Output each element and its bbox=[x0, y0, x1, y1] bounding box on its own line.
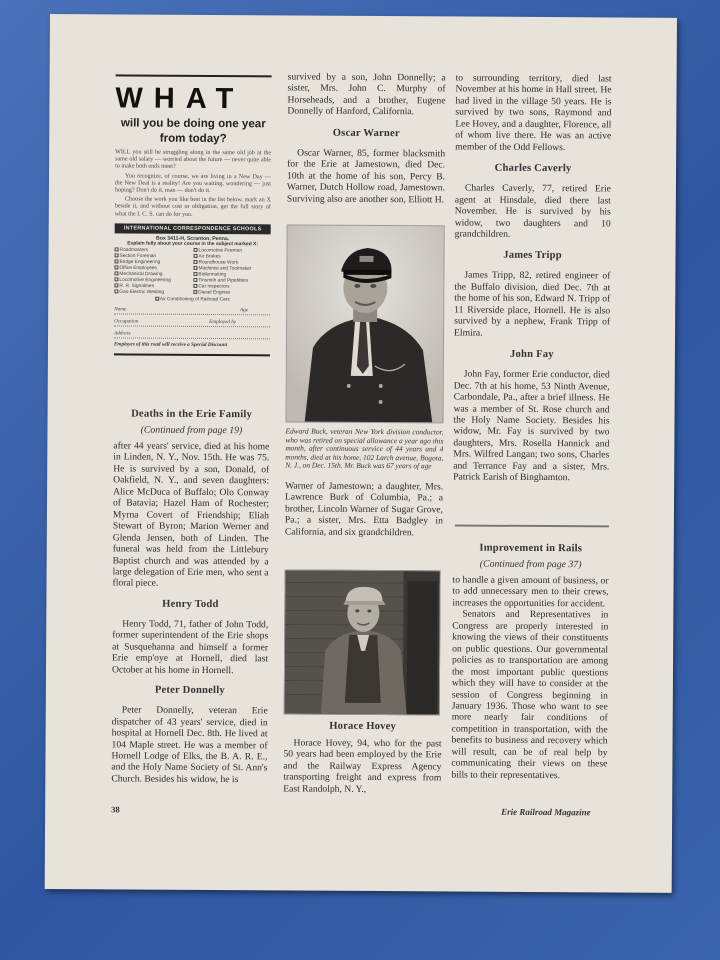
checkbox-icon bbox=[114, 290, 118, 294]
ics-advertisement bbox=[114, 74, 272, 356]
checkbox-icon bbox=[194, 254, 198, 258]
article-text: to handle a given amount of business, or to add unnecessary men to their crews, increases the opportunities for accident. bbox=[452, 574, 609, 610]
section-title: Deaths in the Erie Family bbox=[131, 408, 253, 421]
ad-address-field: Address bbox=[114, 330, 270, 339]
column-2-lower bbox=[283, 720, 441, 795]
checkbox-icon bbox=[193, 260, 197, 264]
ad-option: Boilermaking bbox=[193, 272, 270, 279]
checkbox-icon bbox=[155, 296, 159, 300]
ad-top-rule bbox=[116, 74, 272, 77]
article-text: Charles Caverly, 77, retired Erie agent at Hinsdale, died there last November. He is survived by his widow, two daughters and 10 grandchildren. bbox=[454, 182, 611, 240]
checkbox-icon bbox=[193, 284, 197, 288]
column-2 bbox=[287, 71, 446, 205]
photo-edward-buck bbox=[286, 224, 445, 423]
article-text: James Tripp, 82, retired engineer of the Buffalo division, died Dec. 7th at the home of his son, Edward N. Tripp of 11 Riverside place, Hornell. He is also survived by a nephew, Frank Tripp of Elmira. bbox=[454, 269, 611, 339]
photo-horace-hovey bbox=[284, 569, 441, 715]
page-number: 38 bbox=[111, 804, 120, 815]
checkbox-icon bbox=[114, 266, 118, 270]
ad-school-band: INTERNATIONAL CORRESPONDENCE SCHOOLS bbox=[115, 223, 271, 234]
ad-option: Mechanical Drawing bbox=[114, 272, 191, 279]
obituary-heading: Horace Hovey bbox=[329, 720, 397, 733]
continued-note: (Continued from page 37) bbox=[479, 558, 582, 571]
ad-option: R. R. Signalmen bbox=[114, 284, 191, 291]
obituary-heading: Charles Caverly bbox=[494, 162, 572, 175]
ad-occupation-field: Occupation Employed by bbox=[114, 318, 270, 327]
ad-option: Office Employees bbox=[114, 266, 191, 273]
ad-option: Air Brakes bbox=[194, 254, 271, 261]
obituary-heading: Oscar Warner bbox=[332, 127, 400, 139]
ad-option: Car Inspectors bbox=[193, 284, 270, 291]
continued-note: (Continued from page 19) bbox=[140, 424, 243, 437]
article-text: after 44 years' service, died at his home in Linden, N. Y., Nov. 15th. He was 75. He is survived by a son, Donald, of Oakfield, N. Y., and seven daughters: Alice McDuca of Buffalo; Olo Conway of Batavia; Hazel Ham of Rochester; Myrna Covert of Friendship; Eliah Stewart of Byron; Marion Werner and Glenda Jensen, both of Linden. The funeral was held from the Littlebury Baptist church and was attended by a large delegation of Erie men, who sent a floral piece. bbox=[112, 440, 270, 590]
ad-headline: WHAT bbox=[115, 82, 245, 116]
ad-paragraph: Choose the work you like best in the list below, mark an X beside it, and without cost or obligation, get the full story of what the I. C. S. can do for you. bbox=[114, 196, 271, 218]
ad-name-field: Name Age bbox=[114, 306, 270, 315]
ad-option: Bridge Engineering bbox=[114, 259, 191, 266]
ad-instructions: Explain fully about your course in the subject marked X: bbox=[127, 241, 258, 248]
article-text: Henry Todd, 71, father of John Todd, former superintendent of the Erie shops at Susquehanna and himself a former Erie emp'oye at Hornell, died last October at his home in Hornell. bbox=[111, 618, 269, 676]
checkbox-icon bbox=[114, 272, 118, 276]
obituary-heading: John Fay bbox=[510, 348, 554, 361]
ad-option: Tinsmith and Pipefitters bbox=[193, 278, 270, 285]
article-text: Senators and Representatives in Congress are properly interested in knowing the views of their constituents on public questions. Our governmental policies as to transportation are among the most important public questions which they will have to consider at the session of Congress beginning in January 1936. Those who want to see more nearly fair conditions of competition in transportation, with the benefits to business and recovery which will result, can be of real help by communicating their views on these bills to their representatives. bbox=[451, 608, 609, 781]
ad-option: Gas-Electric Welding bbox=[114, 290, 191, 297]
portrait-illustration bbox=[287, 225, 445, 423]
article-text: to surrounding territory, died last November at his home in Hall street. He had lived in the village 50 years. He is survived by two sons, Raymond and Lee Hovey, and a daughter, Florence, all of whom live there. He was an active member of the Odd Fellows. bbox=[455, 72, 612, 153]
section-divider bbox=[455, 524, 609, 527]
ad-bottom-rule bbox=[114, 353, 270, 356]
article-text: Horace Hovey, 94, who for the past 50 years had been employed by the Erie and the Railway Express Agency transporting freight and express from East Randolph, N. Y., bbox=[283, 737, 442, 795]
ad-discount-note: Employes of this road will receive a Special Discount bbox=[113, 341, 228, 348]
checkbox-icon bbox=[193, 290, 197, 294]
column-1 bbox=[111, 408, 269, 785]
column-3-lower bbox=[451, 542, 608, 781]
ad-option: Roadmasters bbox=[115, 247, 192, 254]
ad-box-address: Box 3411-H, Scranton, Penna. bbox=[155, 235, 230, 242]
checkbox-icon bbox=[114, 259, 118, 263]
checkbox-icon bbox=[115, 247, 119, 251]
ad-option: Locomotive Engineering bbox=[114, 278, 191, 285]
checkbox-icon bbox=[193, 266, 197, 270]
ad-option: Locomotive Fireman bbox=[194, 248, 271, 255]
ad-course-options bbox=[114, 247, 270, 303]
article-text: Oscar Warner, 85, former blacksmith for the Erie at Jamestown, died Dec. 10th at the home of his son, Percy B. Warner, Dutch Hollow road, Jamestown. Surviving also are another son, Elliott H. bbox=[286, 147, 446, 206]
checkbox-icon bbox=[193, 272, 197, 276]
obituary-heading: Peter Donnelly bbox=[154, 684, 225, 697]
magazine-page bbox=[45, 14, 677, 893]
column-3 bbox=[453, 72, 612, 484]
checkbox-icon bbox=[114, 284, 118, 288]
checkbox-icon bbox=[193, 278, 197, 282]
ad-option: Machinist and Toolmaker bbox=[193, 266, 270, 273]
checkbox-icon bbox=[114, 278, 118, 282]
ad-option: Air Conditioning of Railroad Cars bbox=[114, 296, 270, 303]
magazine-name: Erie Railroad Magazine bbox=[501, 806, 591, 818]
obituary-heading: James Tripp bbox=[503, 250, 562, 262]
section-title: Improvement in Rails bbox=[479, 542, 583, 555]
ad-option: Section Foreman bbox=[115, 253, 192, 260]
portrait-illustration bbox=[285, 570, 441, 715]
ad-subhead: will you be doing one year from today? bbox=[120, 116, 266, 146]
ad-option: Roundhouse Work bbox=[193, 260, 270, 267]
photo-caption: Edward Buck, veteran New York division conductor, who was retired on special allowance a year ago this month, after continuous service of 44 years and 4 months, died at his home, 102 Larch avenue, Bogota, N. J., on Dec. 15th. Mr. Buck was 67 years of age bbox=[285, 426, 444, 471]
article-text: survived by a son, John Donnelly; a sister, Mrs. John C. Murphy of Horseheads, and a brother, Eugene Donnelly of Hanford, California. bbox=[287, 71, 446, 118]
ad-paragraph: WILL you still be struggling along in the same old job at the same old salary — worried about the future — never quite able to make both ends meet? bbox=[115, 149, 272, 171]
obituary-heading: Henry Todd bbox=[162, 598, 219, 610]
photo-caption-block bbox=[285, 427, 444, 538]
checkbox-icon bbox=[115, 253, 119, 257]
article-text: John Fay, former Erie conductor, died Dec. 7th at his home, 53 Ninth Avenue, Carbondale, Pa., after a brief illness. He was a member of St. Rose church and the Holy Name Society. Besides his widow, Mr. Fay is survived by two daughters, Mrs. Rosella Hannick and Mrs. Wilfred Langan; two sons, Charles and Terrance Fay and a sister, Mrs. Patrick Earish of Binghamton. bbox=[453, 368, 610, 484]
ad-paragraph: You recognize, of course, we are living in a New Day — the New Deal is a reality! Are you waiting, wondering — just hoping? Don't do it, man — don't do it. bbox=[114, 173, 272, 194]
article-text: Peter Donnelly, veteran Erie dispatcher of 43 years' service, died in hospital at Hornell Dec. 8th. He lived at 104 Maple street. He was a member of Hornell Lodge of Elks, the B. A. R. E., and the Holy Name Society of St. Ann's Church. Besides his widow, he is bbox=[111, 704, 268, 786]
ad-option: Diesel Engines bbox=[193, 290, 270, 297]
article-text: Warner of Jamestown; a daughter, Mrs. Lawrence Burk of Columbia, Pa.; a brother, Lincoln Warner of Sugar Grove, Pa.; a sister, Mrs. Etta Badgley in California, and six grandchildren. bbox=[284, 480, 444, 539]
checkbox-icon bbox=[194, 248, 198, 252]
